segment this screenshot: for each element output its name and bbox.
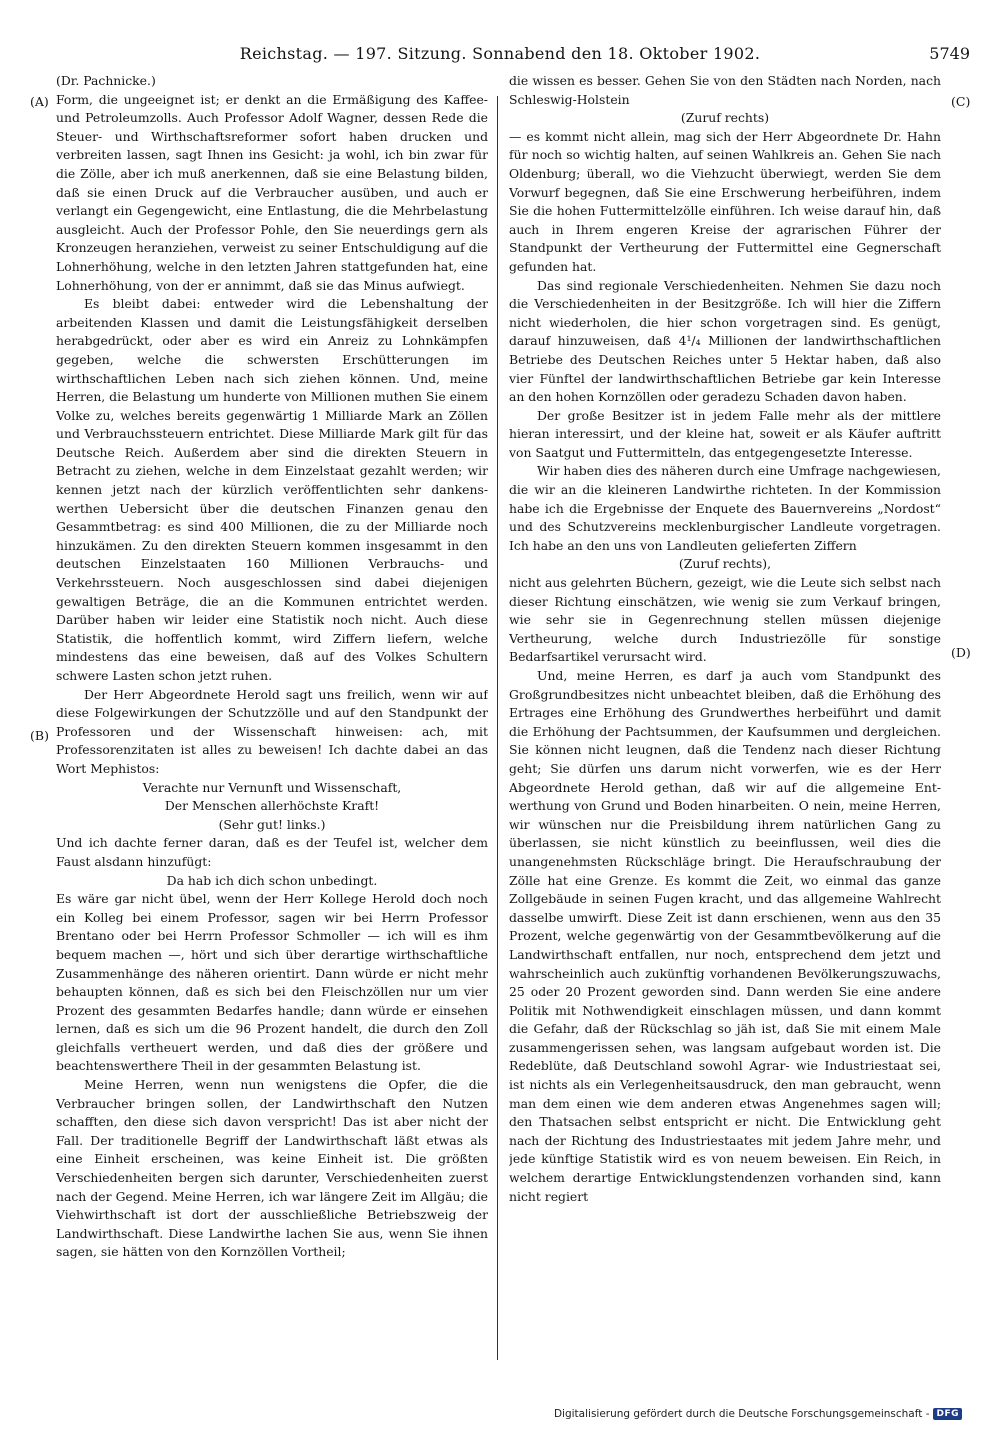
- paragraph: — es kommt nicht allein, mag sich der Herr Abgeordnete Dr. Hahn für noch so wichtig halten, auf seinen Wahlkreis an. Gehen Sie nach Oldenburg; überall, wo die Viehzucht überwiegt, werden Sie dem Vorwurf begegnen, daß Sie eine Erschwerung herbeiführen, indem Sie die hohen Futtermittelzölle einführen. Ich weise darauf hin, daß auch in Ihrem engeren Kreise der agrarischen Führer der Standpunkt der Vertheurung der Futtermittel eine Gegnerschaft gefunden hat.: [509, 128, 941, 274]
- page-number: 5749: [929, 44, 970, 63]
- paragraph: Meine Herren, wenn nun wenigstens die Opfer, die die Verbraucher bringen sollen, der Landwirthschaft den Nutzen schafften, den diese sich davon verspricht! Das ist aber nicht der Fall. Der traditionelle Begriff der Landwirthschaft läßt etwas als eine Einheit erscheinen, was keine Einheit ist. Die größten Verschiedenheiten bergen sich darunter, Verschiedenheiten zuerst nach der Gegend. Meine Herren, ich war längere Zeit im Allgäu; die Viehwirthschaft ist dort der ausschließliche Betriebszweig der Landwirthschaft. Diese Landwirthe lachen Sie aus, wenn Sie ihnen sagen, sie hätten von den Kornzöllen Vortheil;: [56, 1077, 488, 1260]
- speaker-label: (Dr. Pachnicke.): [56, 73, 156, 88]
- paragraph: Das sind regionale Verschiedenheiten. Nehmen Sie dazu noch die Verschiedenheiten in der Besitzgröße. Ich will hier die Ziffern nicht wiederholen, die hier schon vorgetragen sind. Es genügt, darauf hinzuweisen, daß 4¹/₄ Millionen der landwirthschaftlichen Betriebe des Deutschen Reiches unter 5 Hektar haben, daß also vier Fünftel der landwirthschaftlichen Betriebe gar kein Interesse an den hohen Kornzöllen oder geradezu Schaden davon haben.: [509, 277, 941, 405]
- dfg-logo: DFG: [933, 1408, 962, 1420]
- footer-text: Digitalisierung gefördert durch die Deutsche Forschungsgemeinschaft -: [553, 1408, 930, 1420]
- page-header: [0, 44, 1000, 72]
- page-title: Reichstag. — 197. Sitzung. Sonnabend den 18. Oktober 1902.: [239, 44, 761, 63]
- paragraph: Der Herr Abgeordnete Herold sagt uns freilich, wenn wir auf diese Folgewirkungen der Schutzzölle und auf den Standpunkt der Professoren und der Wissenschaft hinweisen: ach, mit Professorenzitaten ist alles zu beweisen! Ich dachte dabei an das Wort Mephistos:: [56, 686, 488, 776]
- margin-marker-b: (B): [30, 728, 49, 743]
- interjection: (Zuruf rechts): [680, 110, 770, 126]
- digitization-footer: [554, 1408, 962, 1420]
- paragraph: Und, meine Herren, es darf ja auch vom Standpunkt des Großgrundbesitzes nicht unbeachtet bleiben, daß die Erhöhung des Ertrages eine Erhöhung des Grundwerthes herbeiführt und damit die Erhöhung der Pachtsummen, der Kaufsummen und dergleichen. Sie können nicht leugnen, daß die Tendenz nach dieser Richtung geht; Sie dürfen uns darum nicht vorwerfen, wie es der Herr Abgeordnete Herold gethan, daß wir auf die allgemeine Entwerthung von Grund und Boden hinarbeiten. O nein, meine Herren, wir wünschen nur die Preisbildung ihrem natürlichen Gang zu überlassen, sie nicht künstlich zu beeinflussen, weil dies die unangenehmsten Rückschläge bringt. Die Heraufschraubung der Zölle hat eine Grenze. Es kommt die Zeit, wo einmal das ganze Zollgebäude in seinen Fugen kracht, und das allgemeine Wahlrecht dasselbe umwirft. Diese Zeit ist dann erschienen, wenn aus den 35 Prozent, welche gegenwärtig von der Gesammtbevölkerung auf die Landwirthschaft entfallen, nur noch, entsprechend dem jetzt und wahrscheinlich auch zukünftig vorhandenen Bevölkerungszuwachs, 25 oder 20 Prozent geworden sind. Dann werden Sie eine andere Politik mit Nothwendigkeit einschlagen müssen, und dann kommt die Gefahr, daß der Rückschlag so jäh ist, daß Sie mit einem Male zusammengerissen sehen, was langsam aufgebaut worden ist. Die Redeblüte, daß Deutschland sowohl Agrar- wie Industriestaat sei, ist nichts als ein Verlegenheitsausdruck, den man gebraucht, wenn man dem einen wie dem anderen etwas Angenehmes sagen will; den Thatsachen selbst entspricht er nicht. Die Entwicklung geht nach der Richtung des Industriestaates mit jedem Jahre mehr, und jede künftige Statistik wird es von neuem beweisen. Ein Reich, in welchem derartige Entwicklungstendenzen vorhanden sind, kann nicht regiert: [509, 668, 941, 1204]
- paragraph: Es bleibt dabei: entweder wird die Lebenshaltung der arbeitenden Klassen und damit die Leistungsfähigkeit derselben herabgedrückt, oder aber es wird ein Anreiz zu Lohnkämpfen gegeben, welche die schwersten Erschütterungen im wirthschaftlichen Leben nach sich ziehen können. Und, meine Herren, die Belastung um hunderte von Millionen muthen Sie einem Volke zu, welches bereits gegenwärtig 1 Milliarde Mark an Zöllen und Verbrauchssteuern entrichtet. Diese Milliarde Mark gilt für das Deutsche Reich. Außerdem aber sind die direkten Steuern in Betracht zu ziehen, welche in dem Einzelstaat gezahlt werden; wir kennen jetzt nach der kürzlich veröffentlichten sehr dankenswerthen Uebersicht über die deutschen Finanzen genau den Gesammtbetrag: es sind 400 Millionen, die zu der Milliarde noch hinzukämen. Zu den direkten Steuern kommen insgesammt in den deutschen Einzelstaaten 160 Millionen Verbrauchs- und Verkehrssteuern. Noch ausgeschlossen sind dabei diejenigen gewaltigen Beträge, die an die Kommunen entrichtet werden. Darüber haben wir leider eine Statistik noch nicht. Auch diese Statistik, die hoffentlich kommt, wird Ziffern liefern, welche mindestens das eine beweisen, daß auf des Volkes Schultern schwere Lasten schon jetzt ruhen.: [56, 296, 488, 683]
- verse-line: Der Menschen allerhöchste Kraft!: [164, 798, 380, 814]
- column-divider: [497, 96, 498, 1360]
- interjection: (Sehr gut! links.): [218, 816, 326, 832]
- interjection: (Zuruf rechts),: [678, 556, 772, 572]
- left-column: [56, 72, 488, 1372]
- paragraph: Der große Besitzer ist in jedem Falle mehr als der mittlere hieran interessirt, und der kleine hat, soweit er als Käufer auftritt von Saatgut und Futtermitteln, das entgegengesetzte Interesse.: [509, 407, 941, 460]
- paragraph: die wissen es besser. Gehen Sie von den Städten nach Norden, nach Schleswig-Holstein: [509, 73, 941, 107]
- margin-marker-d: (D): [951, 645, 971, 660]
- paragraph: Es wäre gar nicht übel, wenn der Herr Kollege Herold doch noch ein Kolleg bei einem Professor, sagen wir bei Herrn Professor Brentano oder bei Herrn Professor Schmoller — ich will es ihm bequem machen —, hört und sich über derartige wirthschaftliche Zusammenhänge des näheren orientirt. Dann würde er nicht mehr behaupten können, daß es sich bei den Fleischzöllen nur um vier Prozent des gesammten Bedarfes handle; dann würde er einsehen lernen, daß es sich um die 96 Prozent handelt, die durch den Zoll gleichfalls vertheuert werden, und daß dies der größere und beachtenswerthere Theil in der gesammten Belastung ist.: [56, 891, 488, 1074]
- right-column: [509, 72, 941, 1372]
- margin-marker-a: (A): [30, 94, 49, 109]
- paragraph: Form, die ungeeignet ist; er denkt an die Ermäßigung des Kaffee- und Petroleumzolls. Auch Professor Adolf Wagner, dessen Rede die Steuer- und Wirthschaftsreformer sofort haben drucken und verbreiten lassen, sagt Ihnen ins Gesicht: ja wohl, ich bin zwar für die Zölle, aber ich muß anerkennen, daß sie eine Belastung bilden, daß sie einen Druck auf die Verbraucher ausüben, und auch er verlangt ein Gegengewicht, eine Entlastung, die die Mehrbelastung ausgleicht. Auch der Professor Pohle, den Sie neuerdings gern als Kronzeugen heranziehen, verweist zu seiner Entschuldigung auf die Lohnerhöhung, welche in den letzten Jahren stattgefunden hat, eine Lohnerhöhung, von der er annimmt, daß sie das Minus aufwiegt.: [56, 91, 488, 293]
- verse-line: Da hab ich dich schon unbedingt.: [166, 872, 378, 888]
- paragraph: Wir haben dies des näheren durch eine Umfrage nachgewiesen, die wir an die kleineren Landwirthe richteten. In der Kommission habe ich die Ergebnisse der Enquete des Bauernvereins „Nordost“ und des Schutzvereins mecklenburgischer Landleute vorgetragen. Ich habe an den uns von Landleuten gelieferten Ziffern: [509, 463, 941, 553]
- paragraph: Und ich dachte ferner daran, daß es der Teufel ist, welcher dem Faust alsdann hinzufügt:: [56, 835, 488, 869]
- paragraph: nicht aus gelehrten Büchern, gezeigt, wie die Leute sich selbst nach dieser Richtung einschätzen, wie wenig sie zum Verkauf bringen, wie sehr sie in Gegenrechnung stellen müssen diejenige Vertheurung, welche durch Industriezölle für sonstige Bedarfsartikel verursacht wird.: [509, 575, 941, 665]
- verse-line: Verachte nur Vernunft und Wissenschaft,: [142, 779, 402, 795]
- margin-marker-c: (C): [951, 94, 971, 109]
